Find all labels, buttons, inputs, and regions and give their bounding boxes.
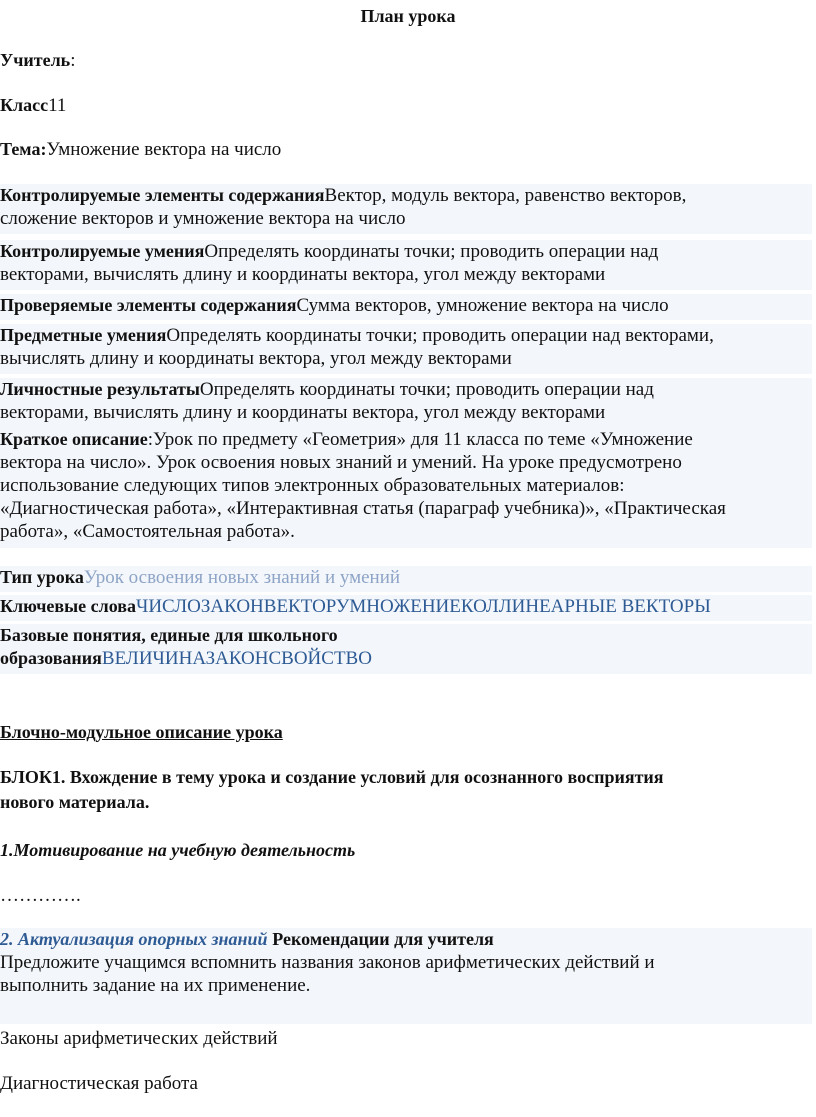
- personal-results-line1: Определять координаты точки; проводить операции над: [199, 379, 654, 400]
- short-description-line5: работа», «Самостоятельная работа».: [0, 521, 295, 542]
- step2-section: [0, 928, 812, 1024]
- keywords: [0, 595, 812, 621]
- short-description-line2: вектора на число». Урок освоения новых знаний и умений. На уроке предусмотрено: [0, 452, 682, 473]
- keyword-link[interactable]: КОЛЛИНЕАРНЫЕ ВЕКТОРЫ: [460, 596, 711, 617]
- step1-title-text: 1.Мотивирование на учебную деятельность: [0, 840, 356, 860]
- basic-concepts-label-line2: образования: [0, 648, 102, 668]
- keyword-link[interactable]: УМНОЖЕНИЕ: [335, 596, 461, 617]
- checked-elements: [0, 294, 812, 320]
- short-description: [0, 428, 812, 548]
- basic-concepts: [0, 624, 812, 674]
- step2-line2: выполнить задание на их применение.: [0, 975, 311, 996]
- step2-title: 2. Актуализация опорных знаний: [0, 929, 268, 949]
- page-title: План урока: [360, 6, 456, 26]
- subject-skills-label: Предметные умения: [0, 325, 167, 345]
- controlled-elements-line1: Вектор, модуль вектора, равенство векторов,: [324, 185, 687, 206]
- short-description-line3: использование следующих типов электронных образовательных материалов:: [0, 475, 625, 496]
- diagnostic-text: Диагностическая работа: [0, 1073, 198, 1094]
- controlled-elements: [0, 184, 812, 234]
- keyword-link[interactable]: ВЕКТОР: [263, 596, 336, 617]
- teacher-colon: :: [70, 50, 76, 71]
- controlled-elements-label: Контролируемые элементы содержания: [0, 185, 325, 205]
- block-heading: [0, 721, 812, 744]
- block-heading-text: Блочно-модульное описание урока: [0, 722, 283, 742]
- controlled-elements-line2: сложение векторов и умножение вектора на число: [0, 208, 406, 229]
- class-line: [0, 94, 812, 117]
- keyword-link[interactable]: ЧИСЛО: [135, 596, 201, 617]
- step2-recommendation: Рекомендации для учителя: [272, 929, 494, 949]
- concept-link[interactable]: СВОЙСТВО: [268, 648, 372, 669]
- topic-label: Тема:: [0, 139, 47, 159]
- teacher-label: Учитель: [0, 50, 71, 70]
- basic-concepts-label-line1: Базовые понятия, единые для школьного: [0, 625, 338, 645]
- class-value: 11: [48, 95, 67, 116]
- laws-text: Законы арифметических действий: [0, 1028, 278, 1049]
- controlled-skills-label: Контролируемые умения: [0, 241, 205, 261]
- controlled-skills: [0, 240, 812, 290]
- teacher-line: [0, 49, 812, 72]
- personal-results: [0, 378, 812, 428]
- controlled-skills-line2: векторами, вычислять длину и координаты вектора, угол между векторами: [0, 264, 606, 285]
- short-description-line4: «Диагностическая работа», «Интерактивная статья (параграф учебника)», «Практическая: [0, 498, 726, 519]
- concept-link[interactable]: ВЕЛИЧИНА: [101, 648, 206, 669]
- step1-placeholder: ………….: [0, 885, 81, 906]
- block1-heading: [0, 766, 812, 814]
- block1-line1: БЛОК1. Вхождение в тему урока и создание условий для осознанного восприятия: [0, 767, 664, 787]
- personal-results-line2: векторами, вычислять длину и координаты вектора, угол между векторами: [0, 402, 606, 423]
- step2-line1: Предложите учащимся вспомнить названия законов арифметических действий и: [0, 952, 655, 973]
- controlled-skills-line1: Определять координаты точки; проводить операции над: [204, 241, 659, 262]
- class-label: Класс: [0, 95, 49, 115]
- checked-elements-label: Проверяемые элементы содержания: [0, 295, 297, 315]
- personal-results-label: Личностные результаты: [0, 379, 200, 399]
- keyword-link[interactable]: ЗАКОН: [200, 596, 264, 617]
- subject-skills: [0, 324, 812, 374]
- lesson-type-value: Урок освоения новых знаний и умений: [83, 567, 401, 588]
- checked-elements-value: Сумма векторов, умножение вектора на число: [296, 295, 669, 316]
- subject-skills-line1: Определять координаты точки; проводить операции над векторами,: [166, 325, 714, 346]
- lesson-type-label: Тип урока: [0, 567, 84, 587]
- lesson-type: [0, 566, 812, 592]
- concept-link[interactable]: ЗАКОН: [205, 648, 269, 669]
- keywords-label: Ключевые слова: [0, 596, 136, 616]
- short-description-label: Краткое описание: [0, 429, 148, 449]
- step1-title: [0, 839, 812, 862]
- block1-line2: нового материала.: [0, 792, 150, 812]
- topic-line: [0, 138, 812, 161]
- subject-skills-line2: вычислять длину и координаты вектора, угол между векторами: [0, 348, 512, 369]
- short-description-line1: :Урок по предмету «Геометрия» для 11 класса по теме «Умножение: [147, 429, 693, 450]
- topic-value: Умножение вектора на число: [46, 139, 282, 160]
